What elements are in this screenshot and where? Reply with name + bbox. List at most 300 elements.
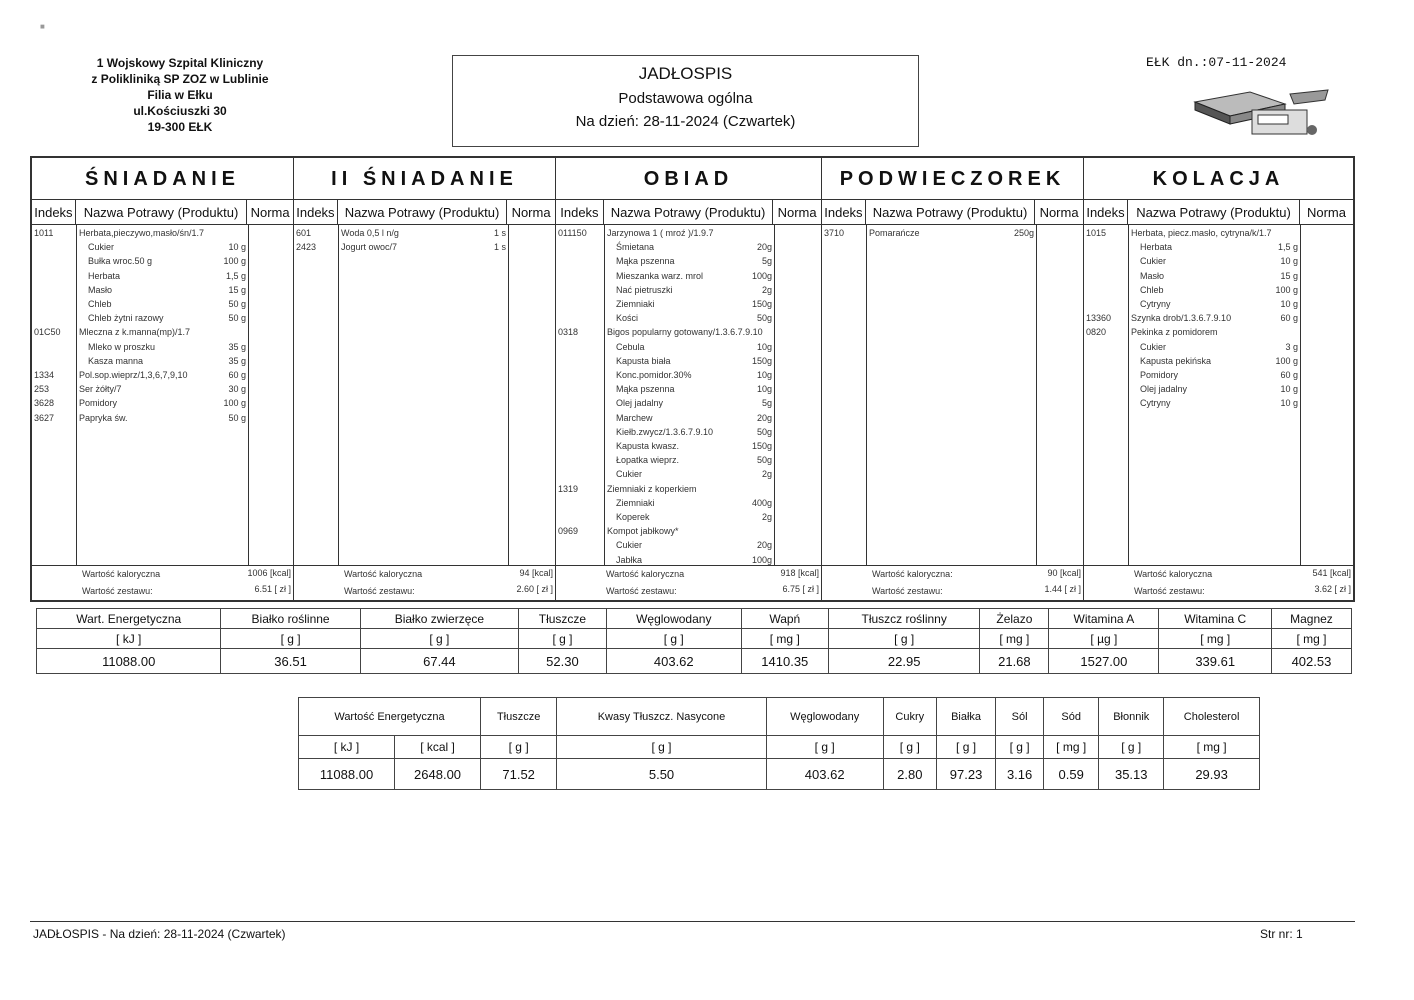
item-norm: 100 g [223, 398, 246, 409]
summary-value: 0.59 [1044, 759, 1099, 790]
calorie-value: 1006 [kcal] [247, 568, 291, 578]
summary-header: Węglowodany [766, 698, 883, 736]
nutrient-unit: [ g ] [221, 629, 360, 649]
nutrient-value: 402.53 [1271, 649, 1351, 674]
item-norm: 100 g [223, 256, 246, 267]
summary-value: 2.80 [883, 759, 936, 790]
nutrient-value: 339.61 [1159, 649, 1271, 674]
menu-item-row [32, 283, 293, 297]
item-norm: 100g [751, 270, 772, 281]
item-index: 0820 [1086, 327, 1107, 338]
title-box [452, 55, 919, 147]
item-norm: 100g [751, 554, 772, 565]
item-name: Bułka wroc.50 g [88, 256, 153, 267]
item-name: Kapusta biała [616, 355, 671, 366]
meal-items [822, 225, 1083, 565]
menu-item-row [32, 325, 293, 339]
calorie-value: 90 [kcal] [1047, 568, 1081, 578]
summary-unit: [ kJ ] [299, 736, 395, 759]
meal-items [556, 225, 821, 565]
nutrient-unit: [ g ] [519, 629, 607, 649]
cost-label: Wartość zestawu: [606, 586, 677, 596]
diet-name: Podstawowa ogólna [618, 90, 753, 107]
summary-header: Tłuszcze [480, 698, 556, 736]
nutrient-unit: [ g ] [606, 629, 741, 649]
footer-title: JADŁOSPIS - Na dzień: 28-11-2024 (Czwartek) [33, 927, 286, 941]
calorie-label: Wartość kaloryczna: [872, 569, 953, 579]
menu-item-row [1084, 396, 1353, 410]
scan-mark: ■ [40, 22, 45, 31]
calorie-value: 94 [kcal] [519, 568, 553, 578]
summary-header-row [299, 698, 1260, 736]
summary-header: Wartość Energetyczna [299, 698, 481, 736]
column-header-norm: Norma [1306, 205, 1346, 220]
summary-unit: [ g ] [883, 736, 936, 759]
book-logo-icon [1190, 82, 1330, 142]
summary-value: 2648.00 [395, 759, 481, 790]
menu-item-row [1084, 283, 1353, 297]
menu-item-row [1084, 354, 1353, 368]
menu-item-row [556, 269, 821, 283]
meal-summary [556, 565, 821, 603]
item-norm: 50g [756, 426, 772, 437]
cost-value: 6.51 [ zł ] [254, 584, 291, 594]
item-norm: 5g [761, 256, 772, 267]
nutrient-unit: [ µg ] [1049, 629, 1159, 649]
menu-item-row [822, 226, 1083, 240]
nutrient-value: 21.68 [980, 649, 1049, 674]
item-norm: 15 g [1280, 270, 1298, 281]
item-index: 2423 [296, 242, 317, 253]
summary-value: 29.93 [1164, 759, 1260, 790]
item-name: Kapusta kwasz. [616, 441, 680, 451]
item-name: Pomidory [79, 398, 118, 409]
hospital-line: ul.Kościuszki 30 [133, 104, 227, 118]
menu-item-row [556, 482, 821, 496]
item-norm: 10 g [1280, 384, 1298, 395]
calorie-label: Wartość kaloryczna [344, 569, 423, 579]
item-name: Jogurt owoc/7 [341, 242, 398, 253]
nutrient-value: 1527.00 [1049, 649, 1159, 674]
nutrition-table [36, 608, 1352, 674]
meal-title: OBIAD [556, 158, 821, 200]
summary-header: Kwasy Tłuszcz. Nasycone [557, 698, 766, 736]
nutrition-summary-table [298, 697, 1260, 790]
meal-summary [1084, 565, 1353, 603]
item-name: Kości [616, 313, 639, 324]
menu-item-row [1084, 325, 1353, 339]
meal-column-headers [294, 200, 555, 225]
summary-header: Sól [996, 698, 1044, 736]
summary-unit: [ mg ] [1044, 736, 1099, 759]
nutrient-header: Białko zwierzęce [360, 609, 518, 629]
item-name: Masło [1140, 270, 1165, 281]
nutrient-value: 52.30 [519, 649, 607, 674]
item-name: Marchew [616, 412, 653, 423]
meal-column-headers [822, 200, 1083, 225]
column-header-name: Nazwa Potrawy (Produktu) [866, 200, 1035, 224]
calorie-label: Wartość kaloryczna [606, 569, 685, 579]
item-name: Kasza manna [88, 355, 144, 366]
menu-item-row [556, 538, 821, 552]
item-name: Olej jadalny [1140, 384, 1188, 395]
nutrient-header: Wart. Energetyczna [37, 609, 221, 629]
item-name: Łopatka wieprz. [616, 455, 680, 466]
item-index: 0969 [558, 526, 579, 537]
item-norm: 1,5 g [1277, 242, 1298, 253]
summary-value: 97.23 [936, 759, 995, 790]
nutrient-header: Witamina A [1049, 609, 1159, 629]
menu-item-row [556, 340, 821, 354]
summary-header: Sód [1044, 698, 1099, 736]
item-name: Ziemniaki [616, 497, 655, 508]
summary-header: Cholesterol [1164, 698, 1260, 736]
item-name: Cukier [88, 242, 115, 253]
item-name: Woda 0,5 l n/g [341, 228, 399, 238]
cost-value: 3.62 [ zł ] [1314, 584, 1351, 594]
item-name: Herbata [88, 270, 121, 281]
menu-item-row [556, 311, 821, 325]
meal-summary [822, 565, 1083, 603]
menu-item-row [556, 254, 821, 268]
nutrient-header: Węglowodany [606, 609, 741, 629]
item-name: Szynka drob/1.3.6.7.9.10 [1131, 313, 1232, 324]
menu-item-row [1084, 297, 1353, 311]
item-name: Mąka pszenna [616, 384, 675, 395]
column-header-index: Indeks [1084, 200, 1128, 224]
hospital-line: z Polikliniką SP ZOZ w Lublinie [91, 72, 269, 86]
meal-column [1084, 158, 1353, 600]
item-name: Nać pietruszki [616, 284, 673, 295]
menu-item-row [1084, 382, 1353, 396]
nutrient-unit: [ g ] [828, 629, 980, 649]
column-header-index: Indeks [294, 200, 338, 224]
menu-item-row [556, 510, 821, 524]
nutrient-value: 22.95 [828, 649, 980, 674]
item-name: Pekinka z pomidorem [1131, 327, 1218, 338]
menu-item-row [556, 297, 821, 311]
summary-unit: [ g ] [936, 736, 995, 759]
menu-item-row [32, 269, 293, 283]
menu-item-row [556, 382, 821, 396]
column-divider [338, 225, 339, 565]
menu-item-row [556, 467, 821, 481]
item-name: Chleb [1140, 284, 1164, 295]
item-norm: 30 g [228, 384, 246, 395]
menu-item-row [32, 254, 293, 268]
menu-item-row [556, 354, 821, 368]
meal-items [294, 225, 555, 565]
item-norm: 50 g [228, 299, 246, 309]
column-divider [508, 225, 509, 565]
menu-item-row [1084, 311, 1353, 325]
item-name: Herbata [1140, 242, 1173, 253]
nutrient-header: Żelazo [980, 609, 1049, 629]
item-norm: 20g [756, 412, 772, 423]
item-name: Cytryny [1140, 299, 1171, 309]
nutrient-unit: [ g ] [360, 629, 518, 649]
summary-value: 3.16 [996, 759, 1044, 790]
item-index: 13360 [1086, 313, 1112, 324]
meal-summary [294, 565, 555, 603]
menu-item-row [556, 524, 821, 538]
item-norm: 250g [1013, 228, 1034, 238]
menu-table [30, 156, 1355, 602]
calorie-value: 541 [kcal] [1312, 568, 1351, 578]
item-name: Mąka pszenna [616, 256, 675, 267]
menu-item-row [32, 382, 293, 396]
hospital-line: 19-300 EŁK [147, 120, 213, 134]
menu-date: Na dzień: 28-11-2024 (Czwartek) [575, 113, 796, 130]
meal-column [822, 158, 1084, 600]
meal-column [32, 158, 294, 600]
menu-item-row [556, 240, 821, 254]
calorie-value: 918 [kcal] [780, 568, 819, 578]
item-name: Chleb [88, 299, 112, 309]
item-name: Cukier [1140, 341, 1167, 352]
column-header-name: Nazwa Potrawy (Produktu) [604, 200, 773, 224]
item-name: Koperek [616, 512, 650, 522]
item-name: Herbata, piecz.masło, cytryna/k/1.7 [1131, 228, 1272, 238]
meal-title: II ŚNIADANIE [294, 158, 555, 200]
item-norm: 10 g [228, 242, 246, 253]
nutrient-header: Magnez [1271, 609, 1351, 629]
item-index: 253 [34, 384, 50, 395]
menu-item-row [32, 396, 293, 410]
item-name: Cukier [616, 540, 643, 551]
nutrient-unit: [ mg ] [741, 629, 828, 649]
item-name: Ziemniaki [616, 299, 655, 309]
menu-item-row [1084, 226, 1353, 240]
item-norm: 10g [756, 370, 772, 380]
item-norm: 2g [761, 512, 772, 522]
menu-item-row [1084, 254, 1353, 268]
item-norm: 100 g [1275, 284, 1298, 295]
page-title: JADŁOSPIS [638, 64, 733, 83]
menu-item-row [556, 396, 821, 410]
item-norm: 2g [761, 284, 772, 295]
meal-items [1084, 225, 1353, 565]
item-name: Pomidory [1140, 370, 1179, 380]
summary-value: 403.62 [766, 759, 883, 790]
item-norm: 1 s [493, 242, 506, 253]
item-norm: 60 g [228, 370, 246, 380]
menu-item-row [32, 411, 293, 425]
item-norm: 60 g [1280, 370, 1298, 380]
cost-label: Wartość zestawu: [1134, 586, 1205, 596]
hospital-line: 1 Wojskowy Szpital Kliniczny [96, 56, 264, 70]
menu-item-row [294, 240, 555, 254]
summary-header: Białka [936, 698, 995, 736]
item-index: 1015 [1086, 228, 1107, 238]
nutrition-unit-row [37, 629, 1352, 649]
meal-items [32, 225, 293, 565]
menu-item-row [556, 496, 821, 510]
item-index: 011150 [558, 228, 587, 238]
item-name: Cukier [616, 469, 643, 480]
item-index: 1011 [34, 228, 54, 238]
nutrient-value: 403.62 [606, 649, 741, 674]
menu-item-row [556, 283, 821, 297]
item-norm: 100 g [1275, 355, 1298, 366]
item-norm: 400g [751, 497, 772, 508]
item-index: 3627 [34, 412, 55, 423]
summary-unit: [ g ] [766, 736, 883, 759]
nutrient-unit: [ mg ] [1271, 629, 1351, 649]
summary-unit: [ kcal ] [395, 736, 481, 759]
meal-column [294, 158, 556, 600]
item-norm: 10 g [1280, 256, 1298, 267]
menu-item-row [556, 425, 821, 439]
menu-item-row [32, 368, 293, 382]
nutrient-header: Tłuszcz roślinny [828, 609, 980, 629]
meal-summary [32, 565, 293, 603]
summary-value: 35.13 [1099, 759, 1164, 790]
column-header-norm: Norma [1039, 205, 1079, 220]
item-index: 1334 [34, 370, 55, 380]
item-name: Śmietana [616, 242, 655, 253]
cost-label: Wartość zestawu: [344, 586, 415, 596]
item-norm: 10 g [1280, 299, 1298, 309]
column-divider [866, 225, 867, 565]
meal-column [556, 158, 822, 600]
menu-item-row [32, 297, 293, 311]
item-norm: 50g [756, 313, 772, 324]
item-norm: 10 g [1280, 398, 1298, 409]
nutrition-header-row [37, 609, 1352, 629]
item-name: Bigos popularny gotowany/1.3.6.7.9.10 [607, 327, 763, 338]
hospital-address [50, 55, 310, 135]
summary-header: Błonnik [1099, 698, 1164, 736]
item-norm: 50 g [228, 412, 246, 423]
cost-label: Wartość zestawu: [82, 586, 153, 596]
item-name: Olej jadalny [616, 398, 664, 409]
item-norm: 50 g [228, 313, 246, 324]
meal-column-headers [556, 200, 821, 225]
item-index: 01C50 [34, 327, 61, 338]
menu-item-row [32, 340, 293, 354]
calorie-label: Wartość kaloryczna [1134, 569, 1213, 579]
nutrient-value: 1410.35 [741, 649, 828, 674]
item-norm: 35 g [228, 355, 246, 366]
menu-item-row [556, 226, 821, 240]
meal-title: PODWIECZOREK [822, 158, 1083, 200]
summary-unit: [ g ] [996, 736, 1044, 759]
meal-title: ŚNIADANIE [32, 158, 293, 200]
menu-item-row [556, 325, 821, 339]
nutrient-unit: [ mg ] [1159, 629, 1271, 649]
summary-unit: [ g ] [557, 736, 766, 759]
hospital-line: Filia w Ełku [147, 88, 213, 102]
item-name: Kiełb.zwycz/1.3.6.7.9.10 [616, 426, 714, 437]
calorie-label: Wartość kaloryczna [82, 569, 161, 579]
menu-item-row [32, 311, 293, 325]
menu-item-row [556, 368, 821, 382]
item-norm: 10g [756, 384, 772, 395]
item-norm: 50g [756, 455, 772, 466]
item-norm: 150g [751, 355, 772, 366]
item-name: Ziemniaki z koperkiem [607, 483, 697, 494]
meal-column-headers [1084, 200, 1353, 225]
cost-value: 2.60 [ zł ] [516, 584, 553, 594]
item-name: Herbata,pieczywo,masło/śn/1.7 [79, 228, 205, 238]
item-norm: 1 s [493, 228, 506, 238]
summary-value-row [299, 759, 1260, 790]
item-index: 3628 [34, 398, 55, 409]
menu-item-row [1084, 240, 1353, 254]
item-norm: 1,5 g [225, 270, 246, 281]
item-name: Cytryny [1140, 398, 1171, 409]
item-name: Papryka św. [79, 412, 128, 423]
column-header-index: Indeks [556, 200, 604, 224]
column-header-norm: Norma [777, 205, 817, 220]
menu-item-row [294, 226, 555, 240]
item-index: 601 [296, 228, 312, 238]
item-index: 0318 [558, 327, 579, 338]
cost-value: 1.44 [ zł ] [1044, 584, 1081, 594]
column-header-name: Nazwa Potrawy (Produktu) [338, 200, 507, 224]
summary-unit: [ g ] [480, 736, 556, 759]
item-norm: 20g [756, 242, 772, 253]
item-norm: 150g [751, 299, 772, 309]
item-name: Chleb żytni razowy [88, 313, 164, 324]
nutrient-unit: [ mg ] [980, 629, 1049, 649]
footer-divider [30, 921, 1355, 922]
menu-item-row [1084, 269, 1353, 283]
column-header-index: Indeks [822, 200, 866, 224]
menu-item-row [556, 411, 821, 425]
item-name: Pol.sop.wieprz/1,3,6,7,9,10 [79, 370, 188, 380]
item-index: 3710 [824, 228, 845, 238]
item-norm: 10g [756, 341, 772, 352]
nutrient-value: 11088.00 [37, 649, 221, 674]
item-name: Kompot jabłkowy* [607, 526, 679, 537]
menu-item-row [556, 439, 821, 453]
nutrient-header: Wapń [741, 609, 828, 629]
item-name: Mieszanka warz. mrol [616, 270, 704, 281]
print-date: EŁK dn.:07-11-2024 [1146, 55, 1287, 70]
cost-label: Wartość zestawu: [872, 586, 943, 596]
nutrient-unit: [ kJ ] [37, 629, 221, 649]
item-norm: 2g [761, 469, 772, 480]
meal-title: KOLACJA [1084, 158, 1353, 200]
item-name: Mleko w proszku [88, 341, 156, 352]
column-divider [1036, 225, 1037, 565]
column-header-norm: Norma [250, 205, 290, 220]
menu-item-row [32, 226, 293, 240]
item-norm: 60 g [1280, 313, 1298, 324]
summary-header: Cukry [883, 698, 936, 736]
item-norm: 3 g [1285, 341, 1298, 352]
item-name: Cebula [616, 341, 645, 352]
item-name: Jarzynowa 1 ( mroź )/1.9.7 [607, 228, 714, 238]
item-index: 1319 [558, 483, 579, 494]
item-norm: 5g [761, 398, 772, 409]
menu-item-row [1084, 340, 1353, 354]
nutrient-header: Tłuszcze [519, 609, 607, 629]
column-header-name: Nazwa Potrawy (Produktu) [1128, 200, 1300, 224]
column-header-index: Indeks [32, 200, 76, 224]
item-name: Cukier [1140, 256, 1167, 267]
summary-unit: [ mg ] [1164, 736, 1260, 759]
nutrient-header: Białko roślinne [221, 609, 360, 629]
summary-value: 5.50 [557, 759, 766, 790]
item-name: Kapusta pekińska [1140, 355, 1212, 366]
item-name: Mleczna z k.manna(mp)/1.7 [79, 327, 191, 338]
item-name: Ser żółty/7 [79, 384, 122, 395]
item-name: Pomarańcze [869, 228, 920, 238]
summary-unit: [ g ] [1099, 736, 1164, 759]
